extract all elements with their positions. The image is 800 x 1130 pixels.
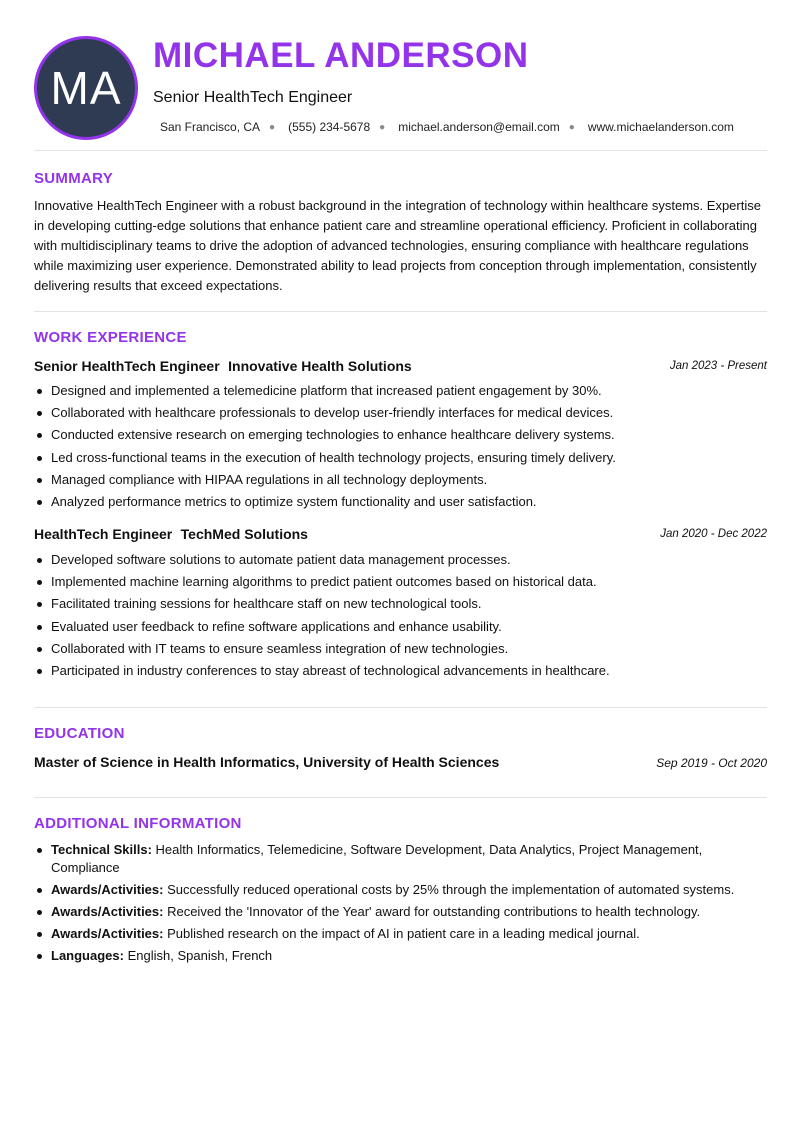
dot-separator-icon: ● <box>379 121 386 133</box>
contact-phone: (555) 234-5678 <box>288 120 371 134</box>
list-item <box>34 925 767 943</box>
divider <box>34 311 767 312</box>
list-item-languages <box>34 947 767 965</box>
job-header <box>34 358 767 376</box>
item-text: Published research on the impact of AI in patient care in a leading medical journal. <box>163 926 640 941</box>
list-item <box>34 881 767 899</box>
languages-label: Languages: <box>51 948 124 963</box>
contact-row <box>160 120 734 134</box>
item-text: Successfully reduced operational costs by 25% through the implementation of automated systems. <box>163 882 735 897</box>
dot-separator-icon: ● <box>269 121 276 133</box>
item-label: Awards/Activities: <box>51 882 164 897</box>
contact-location: San Francisco, CA <box>160 120 261 134</box>
list-item: Evaluated user feedback to refine software applications and enhance usability. <box>34 616 767 638</box>
item-text: Health Informatics, Telemedicine, Software Development, Data Analytics, Project Management, Compliance <box>51 842 703 875</box>
candidate-title: Senior HealthTech Engineer <box>153 89 353 106</box>
job-role: Senior HealthTech Engineer <box>34 358 220 374</box>
list-item: Collaborated with IT teams to ensure seamless integration of new technologies. <box>34 638 767 660</box>
item-label: Awards/Activities: <box>51 904 164 919</box>
contact-website[interactable]: www.michaelanderson.com <box>587 120 734 134</box>
divider <box>34 150 767 151</box>
list-item: Participated in industry conferences to stay abreast of technological advancements in healthcare. <box>34 660 767 682</box>
list-item: Conducted extensive research on emerging technologies to enhance healthcare delivery systems. <box>34 424 767 446</box>
job-role: HealthTech Engineer <box>34 526 173 542</box>
list-item: Implemented machine learning algorithms to predict patient outcomes based on historical data. <box>34 571 767 593</box>
education-entry <box>34 754 767 772</box>
list-item: Analyzed performance metrics to optimize system functionality and user satisfaction. <box>34 491 767 513</box>
list-item <box>34 841 767 877</box>
language: , French <box>224 948 272 963</box>
job-dates: Jan 2020 - Dec 2022 <box>660 528 767 540</box>
job-company: Innovative Health Solutions <box>228 358 412 374</box>
list-item: Developed software solutions to automate patient data management processes. <box>34 549 767 571</box>
list-item: Designed and implemented a telemedicine platform that increased patient engagement by 30%. <box>34 380 767 402</box>
avatar <box>34 36 138 140</box>
divider <box>34 797 767 798</box>
list-item: Managed compliance with HIPAA regulations in all technology deployments. <box>34 469 767 491</box>
list-item: Facilitated training sessions for healthcare staff on new technological tools. <box>34 593 767 615</box>
avatar-initials: MA <box>50 62 122 114</box>
job-dates: Jan 2023 - Present <box>669 360 767 372</box>
section-heading-additional: ADDITIONAL INFORMATION <box>34 815 242 832</box>
job-bullets <box>34 549 767 682</box>
list-item <box>34 903 767 921</box>
education-dates: Sep 2019 - Oct 2020 <box>656 756 767 770</box>
divider <box>34 707 767 708</box>
language: , Spanish <box>170 948 224 963</box>
summary-text: Innovative HealthTech Engineer with a robust background in the integration of technology within healthcare systems. Expertise in developing cutting-edge solutions that enhance patient care and streamline operational efficiency. Proficient in collaborating with multidisciplinary teams to drive the adoption of advanced technologies, ensuring compliance with healthcare regulations while maximizing user experience. Demonstrated ability to lead projects from conception through implementation, consistently delivering results that exceed expectations. <box>34 198 761 293</box>
item-label: Technical Skills: <box>51 842 152 857</box>
section-heading-summary: SUMMARY <box>34 170 114 187</box>
item-text: Received the 'Innovator of the Year' award for outstanding contributions to health technology. <box>163 904 701 919</box>
job-company: TechMed Solutions <box>180 526 308 542</box>
list-item: Led cross-functional teams in the execution of health technology projects, ensuring timely delivery. <box>34 447 767 469</box>
section-heading-experience: WORK EXPERIENCE <box>34 329 187 346</box>
list-item: Collaborated with healthcare professionals to develop user-friendly interfaces for medical devices. <box>34 402 767 424</box>
section-heading-education: EDUCATION <box>34 725 125 742</box>
job-header <box>34 526 767 544</box>
education-degree: Master of Science in Health Informatics, University of Health Sciences <box>34 754 500 770</box>
language: English <box>127 948 171 963</box>
candidate-name: MICHAEL ANDERSON <box>153 36 529 75</box>
item-label: Awards/Activities: <box>51 926 164 941</box>
contact-email[interactable]: michael.anderson@email.com <box>398 120 560 134</box>
job-bullets <box>34 380 767 513</box>
dot-separator-icon: ● <box>568 121 575 133</box>
additional-info-list <box>34 841 767 969</box>
